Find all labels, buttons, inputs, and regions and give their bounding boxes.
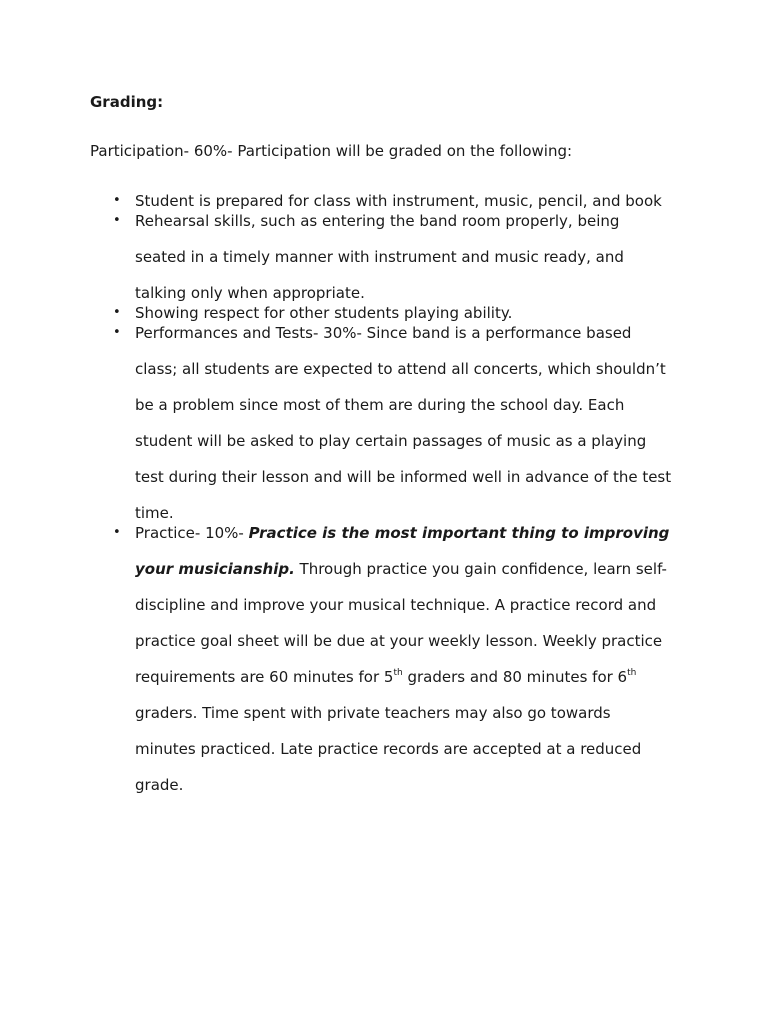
list-item-line: Rehearsal skills, such as entering the band room properly, being [135,212,620,230]
practice-emphasis: your musicianship. [135,560,295,578]
list-item-prepared [113,191,680,211]
participation-intro: Participation- 60%- Participation will be graded on the following: [90,142,573,160]
practice-text: Through practice you gain confidence, learn self- [294,560,667,578]
list-item-rehearsal [113,211,680,303]
list-item-line: grade. [135,776,184,794]
list-item-line: graders. Time spent with private teachers may also go towards [135,704,611,722]
list-item-line: Showing respect for other students playing ability. [135,304,513,322]
list-item-line: class; all students are expected to attend all concerts, which shouldn’t [135,360,666,378]
section-heading: Grading: [90,93,164,111]
bullet-icon: • [113,305,121,320]
list-item-line [135,559,680,579]
list-item-practice [113,523,680,795]
bullet-icon: • [113,525,121,540]
superscript: th [627,668,637,678]
list-item-line [135,667,680,687]
bullet-icon: • [113,325,121,340]
list-item-line: discipline and improve your musical technique. A practice record and [135,596,657,614]
list-item-performances [113,323,680,523]
list-item-line: student will be asked to play certain passages of music as a playing [135,432,647,450]
list-item-line: time. [135,504,174,522]
practice-text: graders and 80 minutes for 6 [402,668,628,686]
grading-criteria-list [0,191,768,795]
list-item-line: seated in a timely manner with instrument and music ready, and [135,248,624,266]
list-item-respect [113,303,680,323]
list-item-line: be a problem since most of them are during the school day. Each [135,396,625,414]
practice-text: requirements are 60 minutes for 5 [135,668,394,686]
list-item-line: minutes practiced. Late practice records are accepted at a reduced [135,740,642,758]
list-item-line: Student is prepared for class with instrument, music, pencil, and book [135,192,662,210]
bullet-icon: • [113,193,121,208]
bullet-icon: • [113,213,121,228]
practice-prefix: Practice- 10%- [135,524,249,542]
list-item-line: practice goal sheet will be due at your weekly lesson. Weekly practice [135,632,663,650]
list-item-line: talking only when appropriate. [135,284,365,302]
list-item-line: Performances and Tests- 30%- Since band is a performance based [135,324,632,342]
superscript: th [393,668,403,678]
list-item-line [135,523,680,543]
practice-emphasis: Practice is the most important thing to improving [248,524,670,542]
list-item-line: test during their lesson and will be informed well in advance of the test [135,468,672,486]
